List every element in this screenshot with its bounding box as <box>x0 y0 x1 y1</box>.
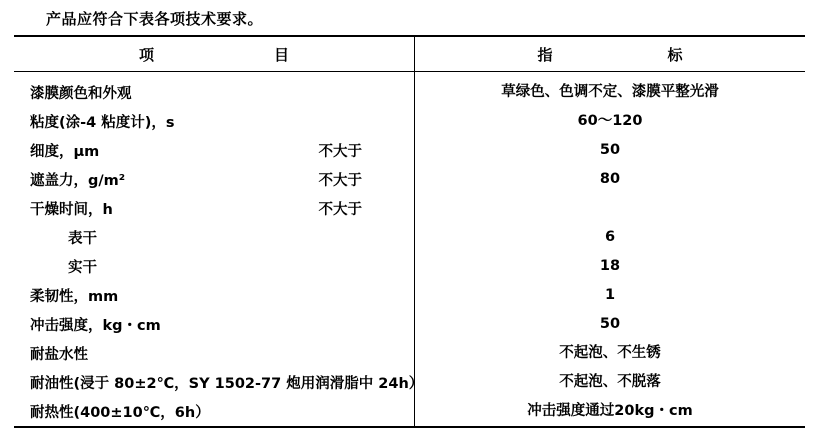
row-item-label: 耐油性(浸于 80±2℃，SY 1502-77 炮用润滑脂中 24h） <box>30 376 424 392</box>
row-value-cell <box>415 78 806 107</box>
row-item-cell <box>14 339 415 368</box>
row-value-cell <box>415 339 806 368</box>
row-value: 1 <box>604 287 616 303</box>
row-item-cell <box>14 78 415 107</box>
row-value: 冲击强度通过20kg・cm <box>527 403 693 419</box>
row-item-cell <box>14 281 415 310</box>
table-row <box>14 281 805 310</box>
header-cell-index <box>415 36 806 72</box>
row-value: 不起泡、不生锈 <box>559 345 661 361</box>
row-value-cell <box>415 165 806 194</box>
row-item-cell <box>14 107 415 136</box>
row-value: 60～120 <box>577 113 643 129</box>
row-value: 不起泡、不脱落 <box>559 374 661 390</box>
row-item-qualifier: 不大于 <box>318 173 362 189</box>
header-item-char-1: 项 <box>138 45 154 64</box>
row-value-cell <box>415 310 806 339</box>
row-item-label: 粘度(涂-4 粘度计)，s <box>30 115 175 131</box>
table-header-row <box>14 36 805 72</box>
row-value-cell <box>415 223 806 252</box>
row-value-cell <box>415 107 806 136</box>
row-value-cell <box>415 136 806 165</box>
row-item-cell <box>14 310 415 339</box>
table-body <box>14 36 805 427</box>
row-item-qualifier: 不大于 <box>318 144 362 160</box>
table-row <box>14 368 805 397</box>
row-value-cell <box>415 281 806 310</box>
table-row <box>14 136 805 165</box>
row-item-label: 遮盖力，g/m² <box>30 173 126 189</box>
row-item-cell <box>14 252 415 281</box>
row-item-cell <box>14 165 415 194</box>
table-row <box>14 194 805 223</box>
row-item-cell <box>14 136 415 165</box>
row-value-cell <box>415 252 806 281</box>
header-index-char-2: 标 <box>667 45 683 64</box>
row-item-cell <box>14 368 424 397</box>
intro-paragraph: 产品应符合下表各项技术要求。 <box>46 10 264 28</box>
row-value: 18 <box>599 258 621 274</box>
table-row <box>14 310 805 339</box>
table-row <box>14 339 805 368</box>
row-item-label: 干燥时间，h <box>30 202 113 218</box>
header-index-char-1: 指 <box>537 45 553 64</box>
row-item-label: 柔韧性，mm <box>30 289 119 305</box>
row-item-label: 表干 <box>68 231 97 247</box>
row-value-cell <box>415 368 806 397</box>
row-item-label: 耐盐水性 <box>30 347 88 363</box>
specification-table <box>14 35 805 428</box>
row-value-cell <box>415 194 806 223</box>
row-item-label: 耐热性(400±10℃，6h） <box>30 405 210 421</box>
row-item-label: 实干 <box>68 260 97 276</box>
header-item-char-2: 目 <box>274 45 290 64</box>
table-row <box>14 223 805 252</box>
row-value: 80 <box>599 171 621 187</box>
row-value: 草绿色、色调不定、漆膜平整光滑 <box>501 84 719 100</box>
table-row <box>14 397 805 427</box>
row-item-cell <box>14 194 415 223</box>
row-value: 50 <box>599 316 621 332</box>
row-value: 6 <box>604 229 616 245</box>
header-cell-item <box>14 36 415 72</box>
row-item-label: 漆膜颜色和外观 <box>30 86 132 102</box>
table-row <box>14 165 805 194</box>
row-value-cell <box>415 397 806 427</box>
table-row <box>14 252 805 281</box>
table-row <box>14 107 805 136</box>
row-item-label: 冲击强度，kg・cm <box>30 318 161 334</box>
row-item-label: 细度，μm <box>30 144 100 160</box>
row-value: 50 <box>599 142 621 158</box>
row-value <box>415 194 805 223</box>
row-item-cell <box>14 223 415 252</box>
row-item-cell <box>14 397 415 427</box>
row-item-qualifier: 不大于 <box>318 202 362 218</box>
table-row <box>14 78 805 107</box>
